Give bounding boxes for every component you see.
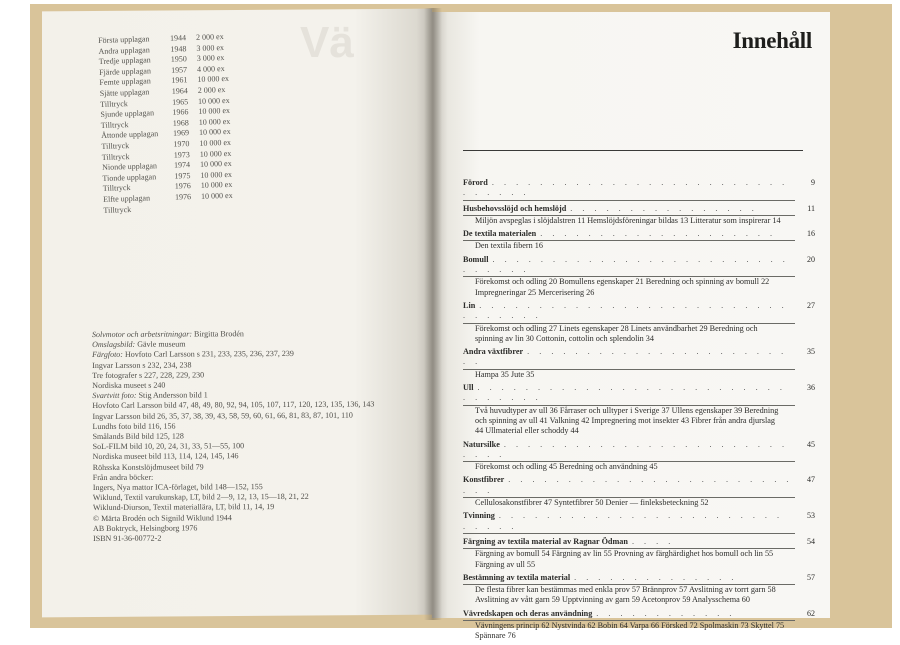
toc-heading-text: Bestämning av textila material (463, 572, 571, 582)
edition-copies: 10 000 ex (199, 158, 232, 169)
toc-entry-heading (463, 440, 795, 463)
credit-line (93, 532, 413, 544)
edition-label: Sjätte upplagan (99, 87, 150, 98)
edition-label: Andra upplagan (98, 44, 150, 56)
edition-label: Tilltryck (102, 183, 131, 194)
credit-text: Birgitta Brodén (191, 329, 244, 339)
toc-heading-text: Natursilke (463, 439, 500, 449)
edition-year: 1976 (174, 192, 192, 202)
edition-label: Elfte upplagan (102, 193, 151, 204)
edition-label: Tilltryck (103, 204, 132, 215)
leader-dots: . . . . . . . . . . . . . . . . (570, 203, 758, 213)
credit-text: ISBN 91-36-00772-2 (93, 533, 162, 544)
edition-copies: 10 000 ex (199, 148, 232, 159)
toc-entry (463, 255, 815, 298)
toc-subentries: Den textila fibern 16 (475, 241, 543, 251)
credit-text: Ingvar Larsson s 232, 234, 238 (92, 360, 192, 370)
toc-heading-text: Husbehovsslöjd och hemslöjd (463, 203, 567, 213)
credit-text: Lundhs foto bild 116, 156 (92, 421, 176, 431)
edition-year: 1970 (173, 139, 190, 149)
edition-label: Fjärde upplagan (98, 66, 152, 77)
credit-text: SoL-FILM bild 10, 20, 24, 31, 33, 51—55, 100 (92, 441, 245, 452)
edition-year: 1957 (170, 65, 188, 75)
edition-year: 1950 (170, 54, 187, 64)
toc-heading-text: Vävredskapen och deras användning (463, 608, 593, 618)
credit-text: Från andra böcker: (92, 472, 154, 482)
toc-entry-heading (463, 229, 795, 241)
edition-label: Sjunde upplagan (100, 108, 155, 120)
edition-copies: 3 000 ex (196, 53, 225, 64)
credit-text: Hovfoto Carl Larsson bild 47, 48, 49, 80, 92, 94, 105, 107, 117, 120, 123, 135, 136, 143 (92, 399, 375, 411)
toc-heading-text: De textila materialen (463, 229, 537, 239)
edition-year: 1966 (172, 107, 189, 117)
toc-heading-text: Förord (463, 178, 488, 187)
credit-label: Solvmotor och arbetsritningar: (92, 329, 193, 339)
edition-year: 1976 (174, 181, 191, 191)
edition-copies: 3 000 ex (196, 42, 225, 53)
credit-text: Wiklund, Textil varukunskap, LT, bild 2—9, 12, 13, 15—18, 21, 22 (92, 492, 309, 503)
toc-entry (463, 475, 815, 508)
edition-copies: 2 000 ex (197, 84, 226, 95)
toc-entry (463, 573, 815, 606)
edition-year: 1974 (173, 160, 191, 170)
toc-page-number: 53 (807, 511, 815, 521)
edition-copies: 10 000 ex (200, 180, 233, 191)
toc-page-number: 54 (807, 536, 815, 546)
edition-label: Tilltryck (99, 98, 128, 109)
edition-copies: 10 000 ex (200, 169, 233, 180)
credit-text: Röhsska Konstslöjdmuseet bild 79 (92, 462, 204, 472)
toc-heading-text: Lin (463, 300, 476, 310)
credit-text: Smålands Bild bild 125, 128 (92, 431, 184, 442)
edition-year (175, 202, 201, 213)
credit-text: Nordiska museet bild 113, 114, 124, 145, 146 (92, 451, 239, 462)
edition-year: 1948 (170, 43, 187, 54)
toc-subentries: Två huvudtyper av ull 36 Fårraser och ulltyper i Sverige 37 Ullens egenskaper 39 Beredning och spinning av ull 41 Valkning 42 Impregnering mot insekter 43 Fibrer från andra djurslag 44 Ullmaterial eller schoddy 44 (475, 405, 779, 436)
leader-dots: . . . . (631, 536, 675, 546)
edition-label: Tionde upplagan (102, 171, 157, 183)
credit-text: Tre fotografer s 227, 228, 229, 230 (92, 370, 205, 380)
toc-entry (463, 204, 815, 227)
toc-heading-text: Bomull (463, 254, 489, 264)
toc-page-number: 9 (811, 178, 815, 187)
toc-entry-heading (463, 178, 795, 201)
toc-page-number: 62 (807, 608, 815, 618)
show-through-text: Vä (300, 18, 354, 67)
leader-dots: . . . . . . . . . . . . . . . . . . . . . . . . . . . . . . . (463, 178, 789, 198)
toc-subentries: Förekomst och odling 27 Linets egenskaper 28 Linets användbarhet 29 Beredning och spinning av lin 30 Cottonin, cottolin och splendolin 34 (475, 323, 758, 343)
toc-entry-heading (463, 301, 795, 324)
toc-entry-heading (463, 511, 795, 534)
leader-dots: . . . . . . . . . . . . . . . . . . . . . . . . . . . . (463, 439, 789, 459)
toc-entry (463, 229, 815, 252)
edition-copies (201, 201, 251, 213)
edition-year: 1968 (172, 117, 189, 128)
credit-text: © Märta Brodén och Signild Wiklund 1944 (92, 512, 232, 523)
edition-year: 1961 (171, 75, 188, 86)
toc-subentries: Cellulosakonstfibrer 47 Syntetfibrer 50 Denier — finleksbeteckning 52 (475, 498, 709, 508)
toc-page-number: 16 (807, 229, 815, 239)
edition-copies: 10 000 ex (198, 127, 231, 138)
edition-copies: 10 000 ex (197, 95, 230, 106)
credit-label: Svartvitt foto: (92, 390, 137, 401)
leader-dots: . . . . . . . . . . . . . . (574, 572, 738, 582)
toc-entry (463, 537, 815, 570)
toc-page-number: 20 (807, 254, 815, 264)
toc-subentries: Förekomst och odling 45 Beredning och användning 45 (475, 462, 658, 472)
toc-entry-heading (463, 204, 795, 216)
toc-entry-heading (463, 383, 795, 406)
toc-entry-heading (463, 573, 795, 585)
credit-text: Hovfoto Carl Larsson s 231, 233, 235, 236, 237, 239 (122, 349, 294, 360)
edition-year: 1965 (171, 96, 189, 107)
page-title: Innehåll (732, 28, 812, 53)
toc-page-number: 47 (807, 475, 815, 485)
edition-label: Tilltryck (101, 151, 130, 162)
leader-dots: . . . . . . . . . . . . . . . . . . . . . . . . . . . . . . . (463, 254, 789, 275)
editions-list (98, 31, 264, 216)
edition-year: 1969 (172, 128, 190, 139)
toc-subentries: De flesta fibrer kan bestämmas med enkla prov 57 Brännprov 57 Avslitning av torrt garn 58 Avslitning av vått garn 59 Upptvinning av garn 59 Acetonprov 59 Analysschema 60 (475, 585, 776, 605)
toc-subentries: Miljön avspeglas i slöjdalstren 11 Hemslöjdsföreningar bildas 13 Litteratur som inspirerar 14 (475, 215, 781, 225)
edition-label: Nionde upplagan (101, 161, 158, 173)
toc-heading-text: Tvinning (463, 511, 495, 521)
edition-year: 1975 (174, 170, 191, 181)
toc-page-number: 36 (807, 383, 815, 393)
toc-subentries: Färgning av bomull 54 Färgning av lin 55 Provning av färghärdighet hos bomull och lin 55 Färgning av ull 55 (475, 549, 774, 569)
edition-year: 1944 (169, 33, 187, 43)
credits-list (92, 328, 413, 544)
edition-copies: 10 000 ex (198, 106, 231, 117)
edition-year: 1973 (173, 149, 190, 160)
toc-entry-heading (463, 537, 795, 549)
credit-text: AB Boktryck, Helsingborg 1976 (93, 523, 198, 533)
edition-label: Femte upplagan (99, 76, 151, 88)
edition-label: Åttonde upplagan (100, 129, 159, 141)
toc-entry (463, 609, 815, 642)
toc-entry (463, 347, 815, 380)
leader-dots: . . . . . . . . . . . . . . . . . . . . (540, 229, 777, 239)
edition-copies: 10 000 ex (198, 116, 231, 127)
toc-entry (463, 178, 815, 201)
toc-page-number: 57 (807, 572, 815, 582)
edition-label: Tredje upplagan (98, 55, 151, 67)
leader-dots: . . . . . . . . . . . . . . . . . . . . . . . . . . . . . . . . . (463, 383, 786, 403)
edition-copies: 10 000 ex (199, 137, 232, 148)
toc-heading-text: Andra växtfibrer (463, 347, 524, 357)
leader-dots: . . . . . . . . . . . . . . . . . . . . . . . . (463, 347, 788, 367)
toc-subentries: Vävningens princip 62 Nystvinda 62 Bobin 64 Varpa 66 Försked 72 Spolmaskin 73 Skyttel 75 Spännare 76 (475, 620, 785, 641)
credit-text: Nordiska museet s 240 (92, 380, 166, 391)
toc-entry-heading (463, 609, 795, 621)
leader-dots: . . . . . . . . . . . . . . . . . . . . . . . . . . . . . (463, 511, 784, 531)
toc-page-number: 45 (807, 439, 815, 449)
edition-label: Tilltryck (100, 119, 129, 130)
toc-entry-heading (463, 347, 795, 370)
toc-entry (463, 301, 815, 344)
toc-subentries: Förekomst och odling 20 Bomullens egenskaper 21 Beredning och spinning av bomull 22 Impregneringar 25 Mercerisering 26 (475, 277, 770, 297)
leader-dots: . . . . . . . . . . . . . . . . . . . . . . . . . . . (463, 475, 793, 495)
edition-year: 1964 (171, 86, 188, 96)
edition-label: Första upplagan (98, 34, 150, 45)
edition-copies: 10 000 ex (200, 190, 233, 201)
toc-entry (463, 383, 815, 436)
toc-page-number: 27 (807, 300, 815, 310)
credit-text: Ingers, Nya mattor ICA-förlaget, bild 148—152, 155 (92, 482, 263, 493)
toc-heading-text: Ull (463, 383, 474, 393)
leader-dots: . . . . . . . . . . . . . . . . . . . . . . . . . . . . . . . . . (463, 300, 788, 321)
edition-copies: 10 000 ex (197, 74, 230, 85)
credit-text: Gävle museum (135, 339, 186, 349)
credit-text: Stig Andersson bild 1 (136, 390, 208, 400)
edition-copies: 2 000 ex (195, 32, 224, 42)
toc-entry (463, 511, 815, 534)
toc-entry-heading (463, 255, 795, 278)
toc-page-number: 11 (807, 203, 815, 213)
toc-subentries: Hampa 35 Jute 35 (475, 369, 535, 379)
table-of-contents (463, 178, 815, 645)
title-rule (463, 150, 803, 151)
toc-entry-heading (463, 475, 795, 498)
toc-entry (463, 440, 815, 473)
credit-text: Wiklund-Diurson, Textil materiallära, LT, bild 11, 14, 19 (92, 502, 275, 513)
leader-dots: . . . . . . . . . . . . (596, 608, 736, 618)
toc-heading-text: Färgning av textila material av Ragnar Ödman (463, 536, 628, 546)
toc-heading-text: Konstfibrer (463, 475, 505, 485)
book-spine (424, 8, 442, 620)
toc-page-number: 35 (807, 347, 815, 357)
credit-label: Omslagsbild: (92, 339, 136, 350)
credit-label: Färgfoto: (92, 350, 123, 360)
edition-label: Tilltryck (101, 141, 130, 151)
credit-text: Ingvar Larsson bild 26, 35, 37, 38, 39, 43, 58, 59, 60, 61, 66, 81, 83, 87, 101, 110 (92, 410, 353, 421)
edition-copies: 4 000 ex (196, 63, 225, 74)
